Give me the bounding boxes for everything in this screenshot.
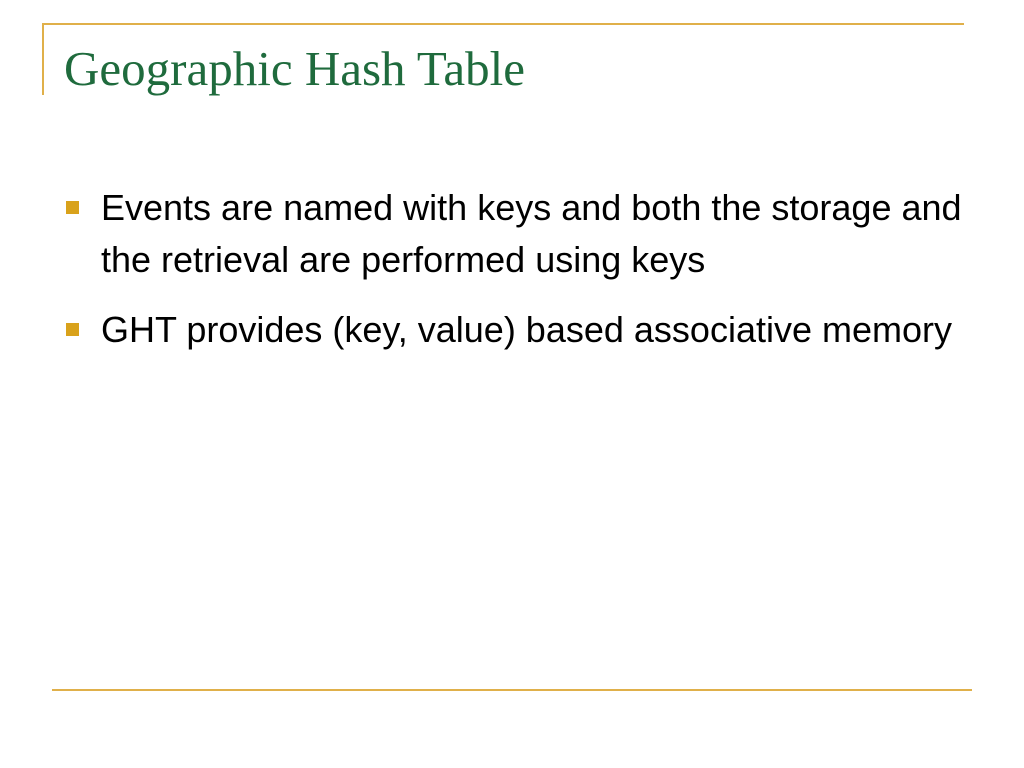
left-decorative-rule [42, 23, 44, 95]
slide-content [66, 182, 966, 374]
bullet-item [66, 304, 966, 356]
square-bullet-icon [66, 323, 79, 336]
bottom-decorative-rule [52, 689, 972, 691]
bullet-list [66, 182, 966, 356]
bullet-text: Events are named with keys and both the storage and the retrieval are performed using keys [101, 187, 962, 280]
top-decorative-rule [42, 23, 964, 25]
slide-title: Geographic Hash Table [64, 41, 526, 96]
bullet-text: GHT provides (key, value) based associative memory [101, 309, 952, 350]
bullet-item [66, 182, 966, 286]
square-bullet-icon [66, 201, 79, 214]
